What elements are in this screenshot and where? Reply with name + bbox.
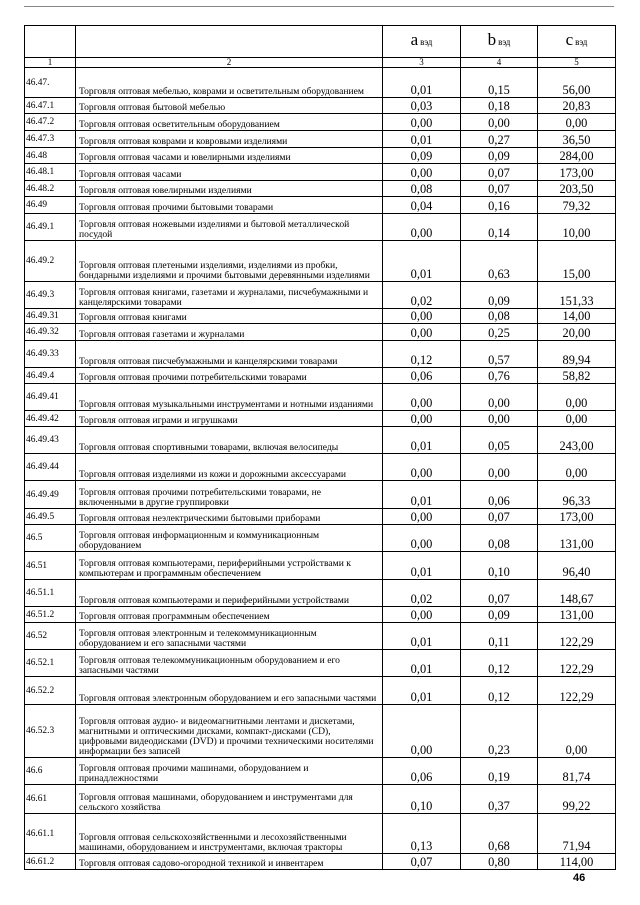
table-row: [25, 454, 616, 481]
row-code: 46.52: [25, 623, 76, 650]
row-value-b: 0,76: [461, 368, 538, 384]
table-row: [25, 552, 616, 580]
row-value-b: 0,25: [461, 324, 538, 341]
row-value-b: 0,09: [461, 148, 538, 164]
row-value-a: 0,00: [383, 607, 461, 623]
row-value-a: 0,01: [383, 241, 461, 282]
table-row: [25, 131, 616, 148]
row-name: Торговля оптовая компьютерами, периферийными устройствами к компьютерам и программным обеспечением: [76, 552, 383, 580]
row-value-a: 0,02: [383, 282, 461, 309]
row-name: Торговля оптовая газетами и журналами: [76, 324, 383, 341]
row-value-c: 36,50: [538, 131, 616, 148]
table-row: [25, 197, 616, 214]
row-name: Торговля оптовая неэлектрическими бытовыми приборами: [76, 509, 383, 525]
row-code: 46.51.1: [25, 580, 76, 607]
row-value-a: 0,00: [383, 324, 461, 341]
row-value-a: 0,10: [383, 785, 461, 814]
row-name: Торговля оптовая прочими машинами, оборудованием и принадлежностями: [76, 758, 383, 785]
row-value-b: 0,08: [461, 309, 538, 324]
row-value-b: 0,05: [461, 427, 538, 454]
row-code: 46.47.2: [25, 114, 76, 131]
row-value-c: 10,00: [538, 214, 616, 241]
row-value-b: 0,15: [461, 68, 538, 98]
row-value-c: 243,00: [538, 427, 616, 454]
table-row: [25, 181, 616, 197]
row-value-c: 99,22: [538, 785, 616, 814]
row-name: Торговля оптовая музыкальными инструментами и нотными изданиями: [76, 384, 383, 411]
table-row: [25, 309, 616, 324]
table-row: [25, 785, 616, 814]
row-name: Торговля оптовая сельскохозяйственными и лесохозяйственными машинами, оборудованием и инструментами, включая тракторы: [76, 814, 383, 854]
row-value-b: 0,07: [461, 509, 538, 525]
table-row: [25, 481, 616, 509]
row-value-c: 96,33: [538, 481, 616, 509]
row-value-a: 0,00: [383, 214, 461, 241]
row-code: 46.47.: [25, 68, 76, 98]
row-name: Торговля оптовая бытовой мебелью: [76, 98, 383, 114]
table-row: [25, 324, 616, 341]
row-value-c: 122,29: [538, 650, 616, 677]
header-a: [383, 26, 461, 58]
row-value-c: 131,00: [538, 607, 616, 623]
row-value-c: 58,82: [538, 368, 616, 384]
row-name: Торговля оптовая часами: [76, 164, 383, 181]
row-value-b: 0,68: [461, 814, 538, 854]
row-name: Торговля оптовая книгами: [76, 309, 383, 324]
row-value-b: 0,27: [461, 131, 538, 148]
header-c: [538, 26, 616, 58]
row-value-b: 0,10: [461, 552, 538, 580]
row-value-c: 20,83: [538, 98, 616, 114]
row-value-c: 89,94: [538, 341, 616, 368]
row-name: Торговля оптовая программным обеспечением: [76, 607, 383, 623]
row-name: Торговля оптовая прочими потребительскими товарами: [76, 368, 383, 384]
row-value-b: 0,16: [461, 197, 538, 214]
header-b-sub: вэд: [498, 37, 511, 47]
row-code: 46.49.2: [25, 241, 76, 282]
row-value-a: 0,01: [383, 131, 461, 148]
header-code: [25, 26, 76, 58]
row-name: Торговля оптовая садово-огородной техникой и инвентарем: [76, 854, 383, 870]
row-name: Торговля оптовая осветительным оборудованием: [76, 114, 383, 131]
row-value-a: 0,08: [383, 181, 461, 197]
row-value-b: 0,19: [461, 758, 538, 785]
table-row: [25, 411, 616, 427]
row-value-c: 81,74: [538, 758, 616, 785]
column-number: 3: [383, 58, 461, 68]
row-code: 46.5: [25, 525, 76, 552]
row-value-a: 0,13: [383, 814, 461, 854]
row-value-a: 0,06: [383, 368, 461, 384]
row-value-a: 0,00: [383, 705, 461, 758]
table-row: [25, 607, 616, 623]
row-value-c: 203,50: [538, 181, 616, 197]
row-value-a: 0,01: [383, 68, 461, 98]
row-value-a: 0,01: [383, 623, 461, 650]
row-value-b: 0,07: [461, 181, 538, 197]
row-value-a: 0,06: [383, 758, 461, 785]
table-row: [25, 854, 616, 870]
row-value-c: 0,00: [538, 411, 616, 427]
row-value-b: 0,37: [461, 785, 538, 814]
row-value-c: 20,00: [538, 324, 616, 341]
row-value-c: 0,00: [538, 114, 616, 131]
row-value-a: 0,07: [383, 854, 461, 870]
row-code: 46.49.32: [25, 324, 76, 341]
table-row: [25, 164, 616, 181]
page-number: 46: [573, 872, 586, 884]
table-row: [25, 580, 616, 607]
table-row: [25, 705, 616, 758]
header-c-letter: c: [565, 30, 574, 49]
row-value-b: 0,09: [461, 607, 538, 623]
row-code: 46.49.33: [25, 341, 76, 368]
row-code: 46.61.2: [25, 854, 76, 870]
row-value-b: 0,63: [461, 241, 538, 282]
row-name: Торговля оптовая электронным оборудованием и его запасными частями: [76, 677, 383, 705]
row-name: Торговля оптовая играми и игрушками: [76, 411, 383, 427]
row-value-b: 0,09: [461, 282, 538, 309]
row-code: 46.49.44: [25, 454, 76, 481]
column-number: 4: [461, 58, 538, 68]
row-value-a: 0,01: [383, 677, 461, 705]
row-code: 46.49.49: [25, 481, 76, 509]
row-name: Торговля оптовая спортивными товарами, включая велосипеды: [76, 427, 383, 454]
row-name: Торговля оптовая писчебумажными и канцелярскими товарами: [76, 341, 383, 368]
row-value-c: 122,29: [538, 623, 616, 650]
row-name: Торговля оптовая мебелью, коврами и осветительным оборудованием: [76, 68, 383, 98]
row-value-a: 0,00: [383, 114, 461, 131]
row-value-b: 0,57: [461, 341, 538, 368]
row-value-a: 0,09: [383, 148, 461, 164]
row-code: 46.49.43: [25, 427, 76, 454]
row-value-c: 0,00: [538, 454, 616, 481]
row-code: 46.52.2: [25, 677, 76, 705]
table-row: [25, 98, 616, 114]
row-value-c: 131,00: [538, 525, 616, 552]
row-name: Торговля оптовая информационным и коммуникационным оборудованием: [76, 525, 383, 552]
column-number-row: [25, 58, 616, 68]
row-value-b: 0,06: [461, 481, 538, 509]
row-code: 46.47.3: [25, 131, 76, 148]
row-code: 46.6: [25, 758, 76, 785]
table-row: [25, 650, 616, 677]
row-name: Торговля оптовая компьютерами и периферийными устройствами: [76, 580, 383, 607]
row-code: 46.49.5: [25, 509, 76, 525]
row-value-c: 122,29: [538, 677, 616, 705]
row-value-b: 0,00: [461, 411, 538, 427]
row-value-b: 0,80: [461, 854, 538, 870]
table-row: [25, 814, 616, 854]
header-a-sub: вэд: [420, 37, 433, 47]
row-value-c: 0,00: [538, 705, 616, 758]
row-value-b: 0,07: [461, 164, 538, 181]
row-value-c: 14,00: [538, 309, 616, 324]
row-value-c: 148,67: [538, 580, 616, 607]
row-code: 46.51: [25, 552, 76, 580]
row-name: Торговля оптовая ножевыми изделиями и бытовой металлической посудой: [76, 214, 383, 241]
row-code: 46.49.41: [25, 384, 76, 411]
data-table: [24, 25, 616, 870]
row-name: Торговля оптовая машинами, оборудованием и инструментами для сельского хозяйства: [76, 785, 383, 814]
row-code: 46.52.1: [25, 650, 76, 677]
row-value-a: 0,01: [383, 427, 461, 454]
row-value-a: 0,00: [383, 384, 461, 411]
row-value-a: 0,00: [383, 309, 461, 324]
table-body: [25, 68, 616, 870]
header-c-sub: вэд: [575, 37, 588, 47]
row-value-a: 0,00: [383, 454, 461, 481]
row-name: Торговля оптовая прочими бытовыми товарами: [76, 197, 383, 214]
row-value-c: 173,00: [538, 164, 616, 181]
header-b: [461, 26, 538, 58]
row-code: 46.49.42: [25, 411, 76, 427]
row-value-c: 56,00: [538, 68, 616, 98]
row-value-c: 173,00: [538, 509, 616, 525]
row-value-b: 0,00: [461, 454, 538, 481]
table-row: [25, 525, 616, 552]
row-value-a: 0,12: [383, 341, 461, 368]
row-code: 46.48: [25, 148, 76, 164]
header-b-letter: b: [487, 30, 497, 49]
row-value-b: 0,08: [461, 525, 538, 552]
row-value-b: 0,07: [461, 580, 538, 607]
row-code: 46.49.3: [25, 282, 76, 309]
row-code: 46.47.1: [25, 98, 76, 114]
table-row: [25, 427, 616, 454]
row-name: Торговля оптовая плетеными изделиями, изделиями из пробки, бондарными изделиями и прочими бытовыми деревянными изделиями: [76, 241, 383, 282]
row-name: Торговля оптовая коврами и ковровыми изделиями: [76, 131, 383, 148]
row-name: Торговля оптовая изделиями из кожи и дорожными аксессуарами: [76, 454, 383, 481]
header-row: [25, 26, 616, 58]
column-number: 2: [76, 58, 383, 68]
row-code: 46.49.1: [25, 214, 76, 241]
row-value-c: 284,00: [538, 148, 616, 164]
row-code: 46.48.1: [25, 164, 76, 181]
row-code: 46.49.4: [25, 368, 76, 384]
row-value-c: 96,40: [538, 552, 616, 580]
row-value-c: 114,00: [538, 854, 616, 870]
row-value-c: 71,94: [538, 814, 616, 854]
row-name: Торговля оптовая аудио- и видеомагнитными лентами и дискетами, магнитными и оптическими дисками, компакт-дисками (CD), цифровыми видеодисками (DVD) и прочими техническими носителями информации без записей: [76, 705, 383, 758]
row-value-b: 0,00: [461, 114, 538, 131]
row-value-a: 0,00: [383, 411, 461, 427]
row-name: Торговля оптовая часами и ювелирными изделиями: [76, 148, 383, 164]
header-name: [76, 26, 383, 58]
table-row: [25, 623, 616, 650]
row-value-a: 0,04: [383, 197, 461, 214]
row-value-b: 0,12: [461, 650, 538, 677]
row-value-a: 0,01: [383, 552, 461, 580]
row-value-a: 0,00: [383, 164, 461, 181]
row-value-c: 0,00: [538, 384, 616, 411]
table-row: [25, 282, 616, 309]
row-name: Торговля оптовая книгами, газетами и журналами, писчебумажными и канцелярскими товарами: [76, 282, 383, 309]
column-number: 1: [25, 58, 76, 68]
row-code: 46.51.2: [25, 607, 76, 623]
table-row: [25, 214, 616, 241]
row-name: Торговля оптовая электронным и телекоммуникационным оборудованием и его запасными частями: [76, 623, 383, 650]
table-row: [25, 341, 616, 368]
row-value-a: 0,03: [383, 98, 461, 114]
table-row: [25, 114, 616, 131]
column-number: 5: [538, 58, 616, 68]
table-row: [25, 677, 616, 705]
row-value-a: 0,02: [383, 580, 461, 607]
row-name: Торговля оптовая телекоммуникационным оборудованием и его запасными частями: [76, 650, 383, 677]
row-name: Торговля оптовая прочими потребительскими товарами, не включенными в другие группировки: [76, 481, 383, 509]
table-row: [25, 384, 616, 411]
row-value-b: 0,11: [461, 623, 538, 650]
row-value-b: 0,23: [461, 705, 538, 758]
table-row: [25, 368, 616, 384]
row-value-a: 0,01: [383, 481, 461, 509]
row-value-c: 151,33: [538, 282, 616, 309]
row-value-c: 79,32: [538, 197, 616, 214]
row-value-a: 0,01: [383, 650, 461, 677]
row-value-a: 0,00: [383, 509, 461, 525]
scan-top-line: [24, 6, 614, 7]
table-row: [25, 509, 616, 525]
row-code: 46.48.2: [25, 181, 76, 197]
row-value-b: 0,14: [461, 214, 538, 241]
row-value-b: 0,18: [461, 98, 538, 114]
row-value-b: 0,00: [461, 384, 538, 411]
row-name: Торговля оптовая ювелирными изделиями: [76, 181, 383, 197]
row-code: 46.61: [25, 785, 76, 814]
header-a-letter: a: [410, 30, 419, 49]
table-row: [25, 758, 616, 785]
row-code: 46.49.31: [25, 309, 76, 324]
table-row: [25, 241, 616, 282]
row-value-b: 0,12: [461, 677, 538, 705]
row-code: 46.49: [25, 197, 76, 214]
table-row: [25, 68, 616, 98]
table-row: [25, 148, 616, 164]
row-value-a: 0,00: [383, 525, 461, 552]
row-code: 46.52.3: [25, 705, 76, 758]
row-value-c: 15,00: [538, 241, 616, 282]
row-code: 46.61.1: [25, 814, 76, 854]
